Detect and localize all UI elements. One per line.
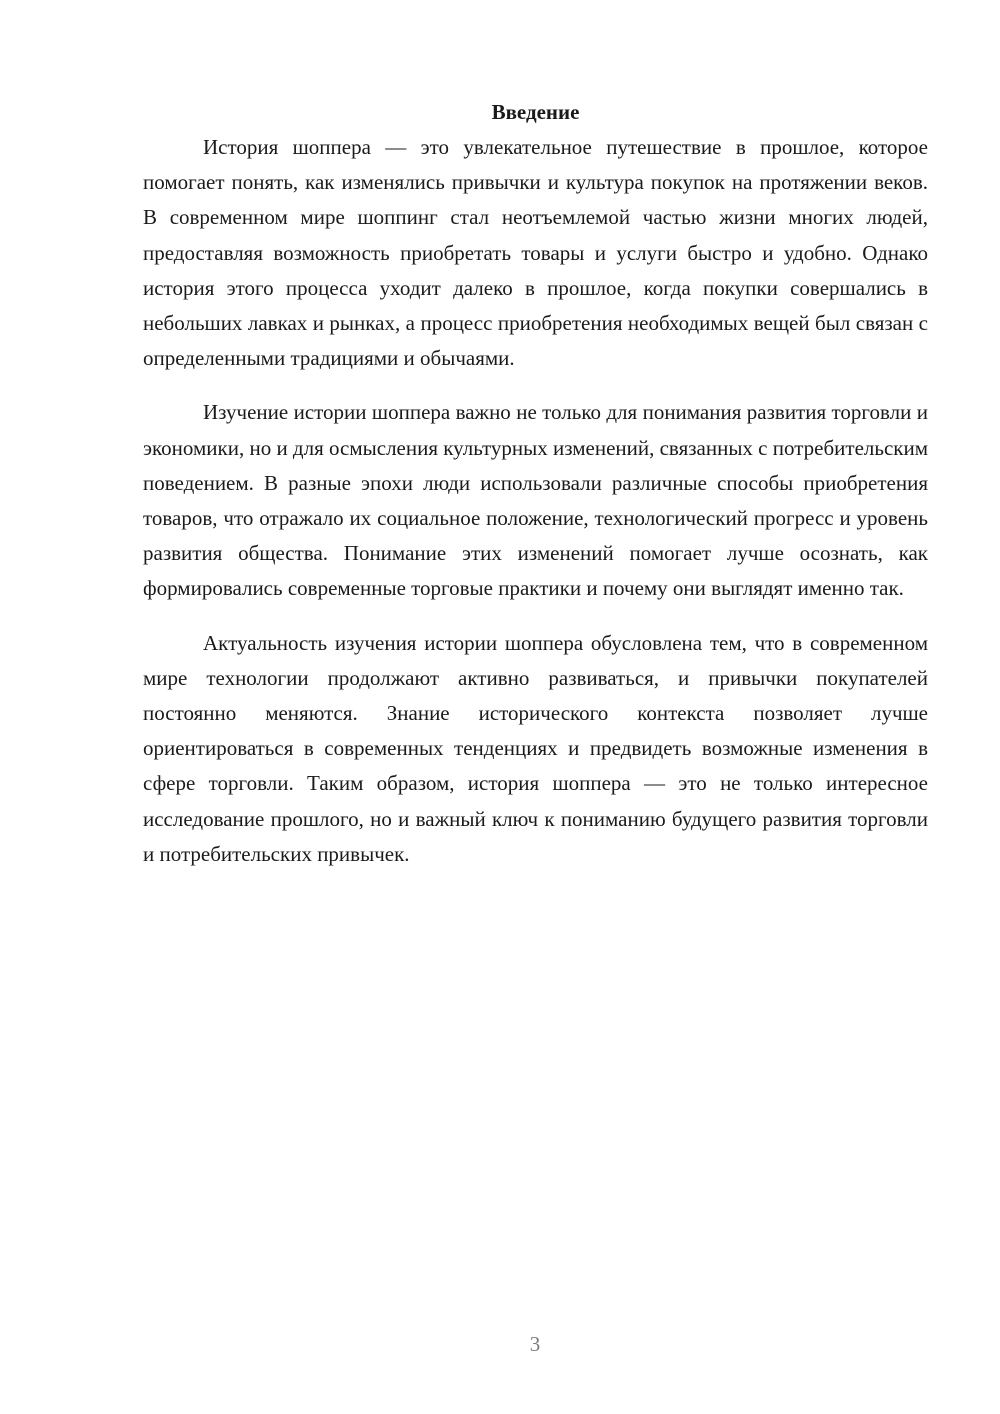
paragraph-1: История шоппера — это увлекательное путешествие в прошлое, которое помогает понять, как изменялись привычки и культура покупок на протяжении веков. В современном мире шоппинг стал неотъемлемой частью жизни многих людей, предоставляя возможность приобретать товары и услуги быстро и удобно. Однако история этого процесса уходит далеко в прошлое, когда покупки совершались в небольших лавках и рынках, а процесс приобретения необходимых вещей был связан с определенными традициями и обычаями. xyxy=(143,135,928,371)
page-content xyxy=(143,96,928,891)
paragraph-3: Актуальность изучения истории шоппера обусловлена тем, что в современном мире технологии продолжают активно развиваться, и привычки покупателей постоянно меняются. Знание исторического контекста позволяет лучше ориентироваться в современных тенденциях и предвидеть возможные изменения в сфере торговли. Таким образом, история шоппера — это не только интересное исследование прошлого, но и важный ключ к пониманию будущего развития торговли и потребительских привычек. xyxy=(143,630,928,866)
paragraph-2: Изучение истории шоппера важно не только для понимания развития торговли и экономики, но и для осмысления культурных изменений, связанных с потребительским поведением. В разные эпохи люди использовали различные способы приобретения товаров, что отражало их социальное положение, технологический прогресс и уровень развития общества. Понимание этих изменений помогает лучше осознать, как формировались современные торговые практики и почему они выглядят именно так. xyxy=(143,400,928,601)
page-number: 3 xyxy=(529,1332,541,1356)
section-title: Введение xyxy=(491,100,580,124)
